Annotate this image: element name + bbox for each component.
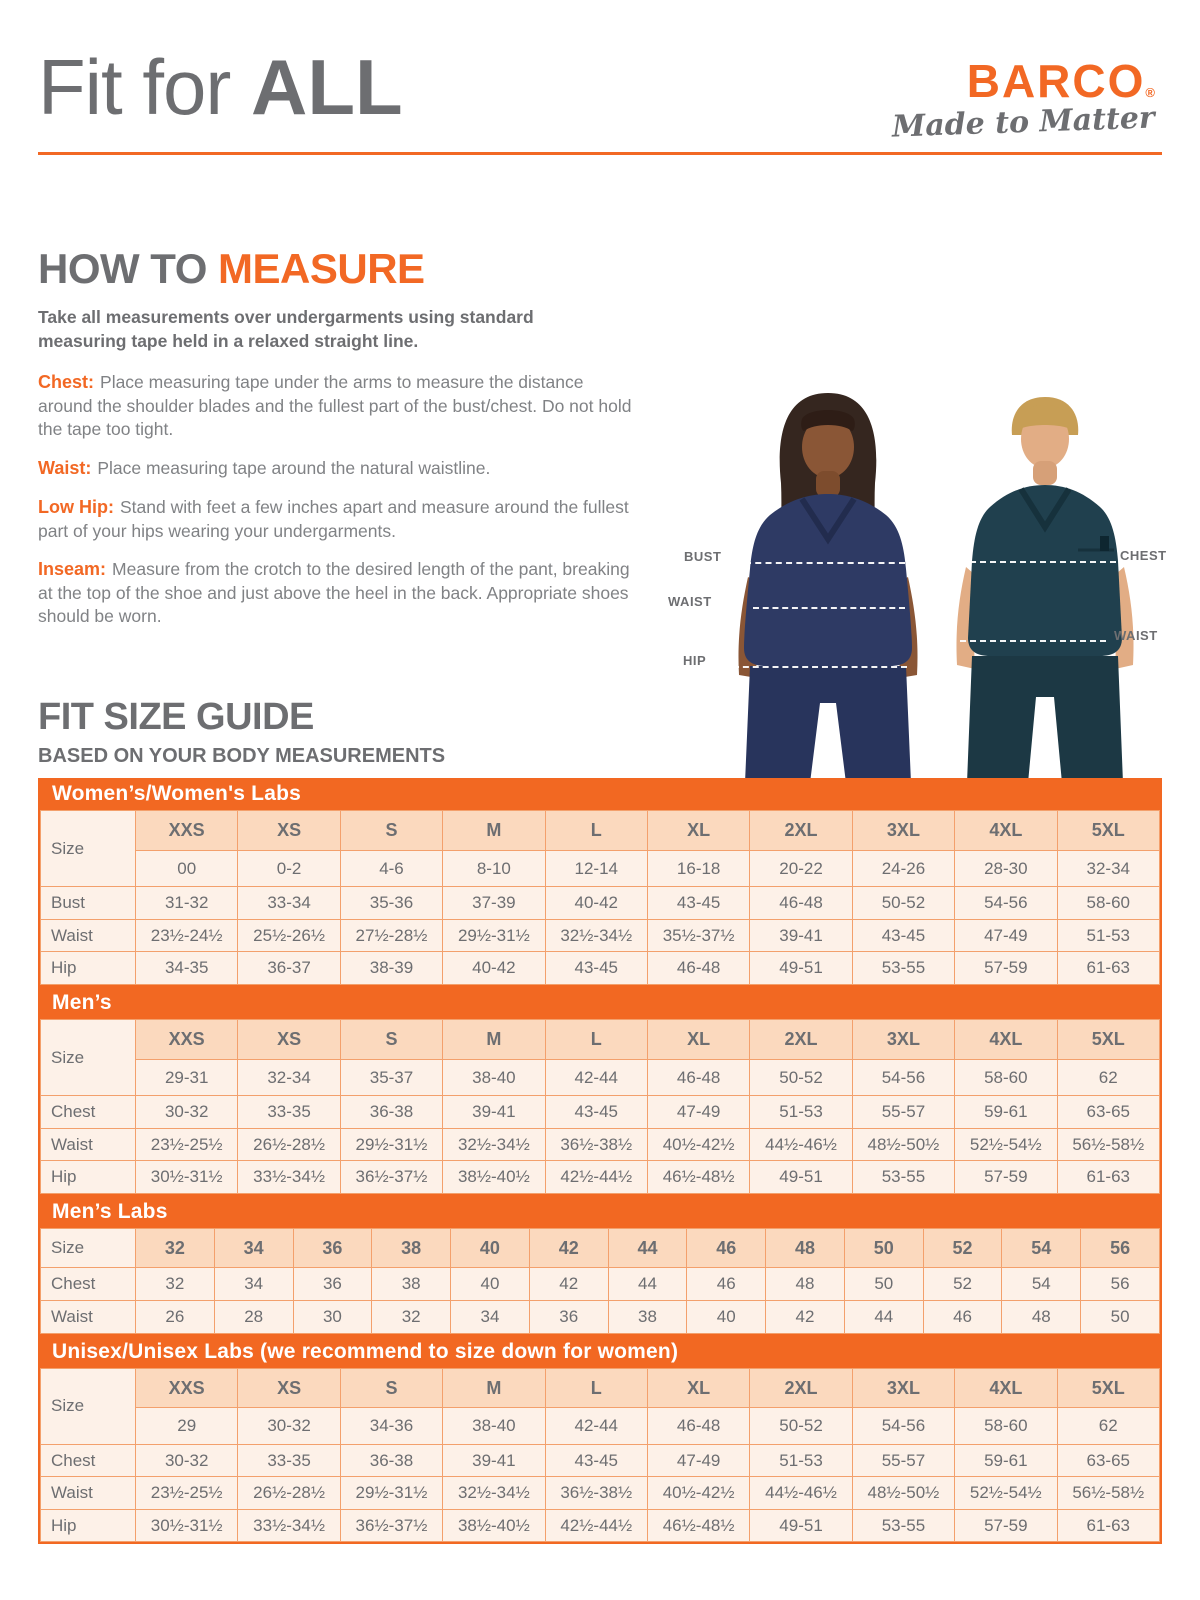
measurement-cell: 50 [1081, 1300, 1160, 1333]
numeric-size-cell: 62 [1057, 1408, 1159, 1445]
measurement-cell: 28 [214, 1300, 293, 1333]
measurement-cell: 43-45 [647, 887, 749, 920]
numeric-size-cell: 00 [136, 850, 238, 887]
measurement-cell: 49-51 [750, 1509, 852, 1542]
size-col-header: XL [647, 1019, 749, 1059]
measurement-row [41, 919, 1160, 952]
logo-tagline: Made to Matter [891, 100, 1156, 145]
size-col-header: S [340, 811, 442, 851]
fit-size-guide-section [38, 690, 1162, 1544]
term-chest-text: Place measuring tape under the arms to measure the distance around the shoulder blades and the fullest part of the bust/chest. Do not hold the tape too tight. [38, 372, 632, 440]
size-label-cell: Size [41, 811, 136, 887]
measurement-row [41, 1477, 1160, 1510]
size-table-mens_labs [40, 1228, 1160, 1334]
measurement-cell: 33½-34½ [238, 1161, 340, 1194]
measurement-cell: 57-59 [955, 952, 1057, 985]
measurement-cell: 59-61 [955, 1096, 1057, 1129]
numeric-size-cell: 24-26 [852, 850, 954, 887]
barco-logo [891, 55, 1156, 145]
size-col-header: 54 [1002, 1228, 1081, 1268]
measurement-cell: 49-51 [750, 952, 852, 985]
term-inseam-text: Measure from the crotch to the desired length of the pant, breaking at the top of the shoe and just above the heel in the back. Appropriate shoes should be worn. [38, 558, 630, 627]
measurement-cell: 32 [372, 1300, 451, 1333]
table-unisex [38, 1336, 1162, 1545]
hip-measure-line [733, 666, 907, 668]
man-waist-measure-line [960, 640, 1106, 642]
measurement-cell: 51-53 [750, 1444, 852, 1477]
measurement-cell: 40 [687, 1300, 766, 1333]
row-label: Bust [41, 887, 136, 920]
size-col-header: 46 [687, 1228, 766, 1268]
row-label: Hip [41, 1509, 136, 1542]
size-col-header: L [545, 1019, 647, 1059]
size-col-header: 42 [529, 1228, 608, 1268]
numeric-size-cell: 16-18 [647, 850, 749, 887]
measurement-cell: 36½-38½ [545, 1128, 647, 1161]
numeric-size-cell: 46-48 [647, 1408, 749, 1445]
size-table-unisex [40, 1368, 1160, 1543]
measurement-cell: 46-48 [750, 887, 852, 920]
measurement-cell: 52½-54½ [955, 1128, 1057, 1161]
size-col-header: M [443, 1368, 545, 1408]
measurement-cell: 35½-37½ [647, 919, 749, 952]
numeric-size-cell: 34-36 [340, 1408, 442, 1445]
measurement-cell: 42 [766, 1300, 845, 1333]
size-col-header: XS [238, 811, 340, 851]
measurement-cell: 34-35 [136, 952, 238, 985]
measurement-cell: 32½-34½ [545, 919, 647, 952]
measurement-cell: 48 [766, 1268, 845, 1301]
measurement-cell: 32 [136, 1268, 215, 1301]
chest-pocket-tab [1100, 536, 1109, 551]
measurement-cell: 46½-48½ [647, 1509, 749, 1542]
size-col-header: XXS [136, 1019, 238, 1059]
measurement-cell: 38 [608, 1300, 687, 1333]
registered-mark-icon: ® [1145, 85, 1155, 100]
size-label-cell: Size [41, 1228, 136, 1268]
size-col-header: 48 [766, 1228, 845, 1268]
measurement-cell: 26 [136, 1300, 215, 1333]
measurement-cell: 56 [1081, 1268, 1160, 1301]
size-col-header: M [443, 1019, 545, 1059]
barco-wordmark [892, 55, 1155, 107]
numeric-size-cell: 4-6 [340, 850, 442, 887]
measurement-row [41, 1128, 1160, 1161]
table-women [38, 778, 1162, 987]
size-table-men [40, 1019, 1160, 1194]
measurement-cell: 39-41 [750, 919, 852, 952]
size-col-header: 4XL [955, 1368, 1057, 1408]
chest-label: CHEST [1120, 548, 1167, 563]
numeric-size-cell: 46-48 [647, 1059, 749, 1096]
measurement-cell: 30 [293, 1300, 372, 1333]
row-label: Waist [41, 1300, 136, 1333]
measurement-cell: 38½-40½ [443, 1161, 545, 1194]
measurement-cell: 30-32 [136, 1096, 238, 1129]
measurement-cell: 36-38 [340, 1444, 442, 1477]
measurement-cell: 43-45 [545, 952, 647, 985]
measurement-cell: 44½-46½ [750, 1128, 852, 1161]
size-col-header: XL [647, 1368, 749, 1408]
measurement-cell: 54-56 [955, 887, 1057, 920]
term-low-hip-label: Low Hip: [38, 496, 114, 517]
measurement-cell: 40½-42½ [647, 1477, 749, 1510]
measurement-cell: 55-57 [852, 1096, 954, 1129]
numeric-size-cell: 20-22 [750, 850, 852, 887]
measurement-cell: 53-55 [852, 1161, 954, 1194]
size-col-header: 4XL [955, 1019, 1057, 1059]
measurement-row [41, 1161, 1160, 1194]
measurement-cell: 47-49 [647, 1444, 749, 1477]
measurement-cell: 43-45 [852, 919, 954, 952]
table-men [38, 987, 1162, 1196]
row-label: Waist [41, 1477, 136, 1510]
size-col-header: 5XL [1057, 811, 1159, 851]
woman-waist-label: WAIST [668, 594, 712, 609]
numeric-size-row [41, 850, 1160, 887]
bust-measure-line [745, 562, 905, 564]
page-title-accent: ALL [251, 43, 403, 131]
table-band-men: Men’s [40, 987, 1160, 1019]
table-mens-labs [38, 1196, 1162, 1336]
woman-waist-measure-line [753, 607, 905, 609]
measurement-cell: 51-53 [1057, 919, 1159, 952]
measurement-row [41, 1444, 1160, 1477]
measurement-cell: 25½-26½ [238, 919, 340, 952]
term-low-hip [38, 496, 633, 543]
measurement-cell: 44 [844, 1300, 923, 1333]
measure-intro: Take all measurements over undergarments using standard measuring tape held in a relaxed straight line. [38, 307, 534, 351]
size-col-header: 52 [923, 1228, 1002, 1268]
size-table-women [40, 810, 1160, 985]
measurement-cell: 37-39 [443, 887, 545, 920]
measurement-cell: 46-48 [647, 952, 749, 985]
measurement-cell: 49-51 [750, 1161, 852, 1194]
measurement-cell: 56½-58½ [1057, 1477, 1159, 1510]
size-col-header: 56 [1081, 1228, 1160, 1268]
measurement-cell: 54 [1002, 1268, 1081, 1301]
numeric-size-cell: 38-40 [443, 1059, 545, 1096]
size-col-header: XS [238, 1019, 340, 1059]
measurement-cell: 46 [687, 1268, 766, 1301]
measurement-cell: 44½-46½ [750, 1477, 852, 1510]
numeric-size-cell: 32-34 [1057, 850, 1159, 887]
measurement-cell: 34 [214, 1268, 293, 1301]
term-inseam-label: Inseam: [38, 558, 107, 579]
numeric-size-cell: 54-56 [852, 1408, 954, 1445]
measurement-cell: 26½-28½ [238, 1128, 340, 1161]
size-col-header: 5XL [1057, 1019, 1159, 1059]
measurement-cell: 30-32 [136, 1444, 238, 1477]
measurement-cell: 52 [923, 1268, 1002, 1301]
measurement-cell: 61-63 [1057, 1161, 1159, 1194]
size-col-header: 34 [214, 1228, 293, 1268]
measurement-cell: 32½-34½ [443, 1477, 545, 1510]
numeric-size-cell: 38-40 [443, 1408, 545, 1445]
numeric-size-cell: 42-44 [545, 1408, 647, 1445]
numeric-size-row [41, 1059, 1160, 1096]
size-col-header: 50 [844, 1228, 923, 1268]
measurement-cell: 53-55 [852, 1509, 954, 1542]
numeric-size-row [41, 1408, 1160, 1445]
measurement-row [41, 1268, 1160, 1301]
table-band-mens_labs: Men’s Labs [40, 1196, 1160, 1228]
size-col-header: 3XL [852, 1368, 954, 1408]
term-chest-label: Chest: [38, 372, 95, 393]
measurement-cell: 43-45 [545, 1096, 647, 1129]
measurement-cell: 39-41 [443, 1444, 545, 1477]
measurement-cell: 36-37 [238, 952, 340, 985]
divider-rule [38, 152, 1162, 155]
measurement-cell: 29½-31½ [443, 919, 545, 952]
measurement-cell: 47-49 [955, 919, 1057, 952]
measurement-cell: 33-34 [238, 887, 340, 920]
measurement-cell: 58-60 [1057, 887, 1159, 920]
measurement-cell: 44 [608, 1268, 687, 1301]
measurement-cell: 34 [451, 1300, 530, 1333]
page-title [38, 43, 403, 131]
measurement-cell: 47-49 [647, 1096, 749, 1129]
measurement-cell: 36½-37½ [340, 1161, 442, 1194]
table-band-women: Women’s/Women's Labs [40, 778, 1160, 810]
measurement-cell: 27½-28½ [340, 919, 442, 952]
measurement-cell: 38 [372, 1268, 451, 1301]
measurement-cell: 52½-54½ [955, 1477, 1057, 1510]
size-col-header: XS [238, 1368, 340, 1408]
size-col-header: 4XL [955, 811, 1057, 851]
measurement-cell: 33-35 [238, 1096, 340, 1129]
size-col-header: S [340, 1368, 442, 1408]
measurement-cell: 50-52 [852, 887, 954, 920]
heading-gray-part: HOW TO [38, 245, 219, 292]
measurement-cell: 35-36 [340, 887, 442, 920]
measurement-cell: 29½-31½ [340, 1477, 442, 1510]
numeric-size-cell: 42-44 [545, 1059, 647, 1096]
term-waist [38, 457, 633, 481]
measurement-cell: 42½-44½ [545, 1509, 647, 1542]
measurement-row [41, 887, 1160, 920]
measurement-cell: 46 [923, 1300, 1002, 1333]
size-col-header: 2XL [750, 811, 852, 851]
measurement-cell: 48 [1002, 1300, 1081, 1333]
measurement-cell: 42 [529, 1268, 608, 1301]
measurement-cell: 36-38 [340, 1096, 442, 1129]
size-col-header: 2XL [750, 1368, 852, 1408]
measurement-cell: 63-65 [1057, 1096, 1159, 1129]
numeric-size-cell: 32-34 [238, 1059, 340, 1096]
size-col-header: 2XL [750, 1019, 852, 1059]
measurement-cell: 42½-44½ [545, 1161, 647, 1194]
measurement-cell: 36 [293, 1268, 372, 1301]
heading-orange-part: MEASURE [218, 245, 425, 292]
measurement-cell: 51-53 [750, 1096, 852, 1129]
measurement-cell: 23½-25½ [136, 1477, 238, 1510]
measurement-cell: 33-35 [238, 1444, 340, 1477]
measurement-cell: 33½-34½ [238, 1509, 340, 1542]
hip-label: HIP [683, 653, 707, 668]
man-waist-label: WAIST [1114, 628, 1158, 643]
measurement-row [41, 1509, 1160, 1542]
how-to-measure-heading [38, 245, 638, 292]
fit-size-guide-heading: FIT SIZE GUIDE [38, 696, 314, 738]
logo-text: BARCO [966, 55, 1146, 107]
measurement-cell: 40-42 [443, 952, 545, 985]
measurement-cell: 61-63 [1057, 952, 1159, 985]
measurement-cell: 61-63 [1057, 1509, 1159, 1542]
size-col-header: L [545, 811, 647, 851]
measurement-cell: 38-39 [340, 952, 442, 985]
row-label: Chest [41, 1096, 136, 1129]
numeric-size-cell: 12-14 [545, 850, 647, 887]
numeric-size-cell: 58-60 [955, 1059, 1057, 1096]
measurement-cell: 53-55 [852, 952, 954, 985]
measurement-cell: 29½-31½ [340, 1128, 442, 1161]
size-col-header: 40 [451, 1228, 530, 1268]
measurement-cell: 30½-31½ [136, 1509, 238, 1542]
size-col-header: 3XL [852, 1019, 954, 1059]
size-label-cell: Size [41, 1368, 136, 1444]
numeric-size-cell: 54-56 [852, 1059, 954, 1096]
term-waist-label: Waist: [38, 457, 92, 478]
measurement-cell: 36½-38½ [545, 1477, 647, 1510]
measurement-cell: 57-59 [955, 1161, 1057, 1194]
measurement-cell: 23½-24½ [136, 919, 238, 952]
size-col-header: L [545, 1368, 647, 1408]
fit-size-guide-subheading: BASED ON YOUR BODY MEASUREMENTS [38, 745, 446, 767]
term-chest [38, 371, 633, 441]
numeric-size-cell: 35-37 [340, 1059, 442, 1096]
term-low-hip-text: Stand with feet a few inches apart and measure around the fullest part of your hips wearing your undergarments. [38, 496, 629, 541]
row-label: Hip [41, 1161, 136, 1194]
row-label: Waist [41, 1128, 136, 1161]
row-label: Hip [41, 952, 136, 985]
measurement-cell: 40-42 [545, 887, 647, 920]
measurement-cell: 40 [451, 1268, 530, 1301]
row-label: Waist [41, 919, 136, 952]
page-title-prefix: Fit for [38, 43, 252, 131]
measurement-cell: 38½-40½ [443, 1509, 545, 1542]
numeric-size-cell: 0-2 [238, 850, 340, 887]
size-col-header: 5XL [1057, 1368, 1159, 1408]
size-col-header: XXS [136, 1368, 238, 1408]
measurement-row [41, 1096, 1160, 1129]
size-col-header: 3XL [852, 811, 954, 851]
measurement-cell: 56½-58½ [1057, 1128, 1159, 1161]
numeric-size-cell: 62 [1057, 1059, 1159, 1096]
measurement-cell: 48½-50½ [852, 1128, 954, 1161]
numeric-size-cell: 50-52 [750, 1059, 852, 1096]
measurement-cell: 46½-48½ [647, 1161, 749, 1194]
size-col-header: M [443, 811, 545, 851]
bust-label: BUST [684, 549, 722, 564]
row-label: Chest [41, 1444, 136, 1477]
numeric-size-cell: 58-60 [955, 1408, 1057, 1445]
term-inseam [38, 558, 633, 628]
measurement-cell: 63-65 [1057, 1444, 1159, 1477]
size-col-header: 32 [136, 1228, 215, 1268]
size-col-header: XXS [136, 811, 238, 851]
numeric-size-cell: 29-31 [136, 1059, 238, 1096]
measurement-cell: 36 [529, 1300, 608, 1333]
size-col-header: XL [647, 811, 749, 851]
size-label-cell: Size [41, 1019, 136, 1095]
measurement-cell: 36½-37½ [340, 1509, 442, 1542]
measurement-row [41, 1300, 1160, 1333]
numeric-size-cell: 29 [136, 1408, 238, 1445]
measurement-cell: 23½-25½ [136, 1128, 238, 1161]
measurement-cell: 26½-28½ [238, 1477, 340, 1510]
measurement-cell: 48½-50½ [852, 1477, 954, 1510]
row-label: Chest [41, 1268, 136, 1301]
measurement-cell: 30½-31½ [136, 1161, 238, 1194]
size-col-header: 44 [608, 1228, 687, 1268]
numeric-size-cell: 30-32 [238, 1408, 340, 1445]
numeric-size-cell: 8-10 [443, 850, 545, 887]
measurement-cell: 57-59 [955, 1509, 1057, 1542]
how-to-measure-section [38, 245, 638, 643]
measurement-cell: 43-45 [545, 1444, 647, 1477]
measurement-cell: 55-57 [852, 1444, 954, 1477]
chest-measure-line [970, 561, 1116, 563]
numeric-size-cell: 50-52 [750, 1408, 852, 1445]
measurement-cell: 59-61 [955, 1444, 1057, 1477]
measurement-cell: 32½-34½ [443, 1128, 545, 1161]
measurement-cell: 40½-42½ [647, 1128, 749, 1161]
numeric-size-cell: 28-30 [955, 850, 1057, 887]
size-col-header: 38 [372, 1228, 451, 1268]
measurement-row [41, 952, 1160, 985]
term-waist-text: Place measuring tape around the natural waistline. [97, 457, 491, 478]
size-col-header: S [340, 1019, 442, 1059]
table-band-unisex: Unisex/Unisex Labs (we recommend to size down for women) [40, 1336, 1160, 1368]
measurement-cell: 31-32 [136, 887, 238, 920]
measurement-cell: 50 [844, 1268, 923, 1301]
measurement-cell: 39-41 [443, 1096, 545, 1129]
size-col-header: 36 [293, 1228, 372, 1268]
